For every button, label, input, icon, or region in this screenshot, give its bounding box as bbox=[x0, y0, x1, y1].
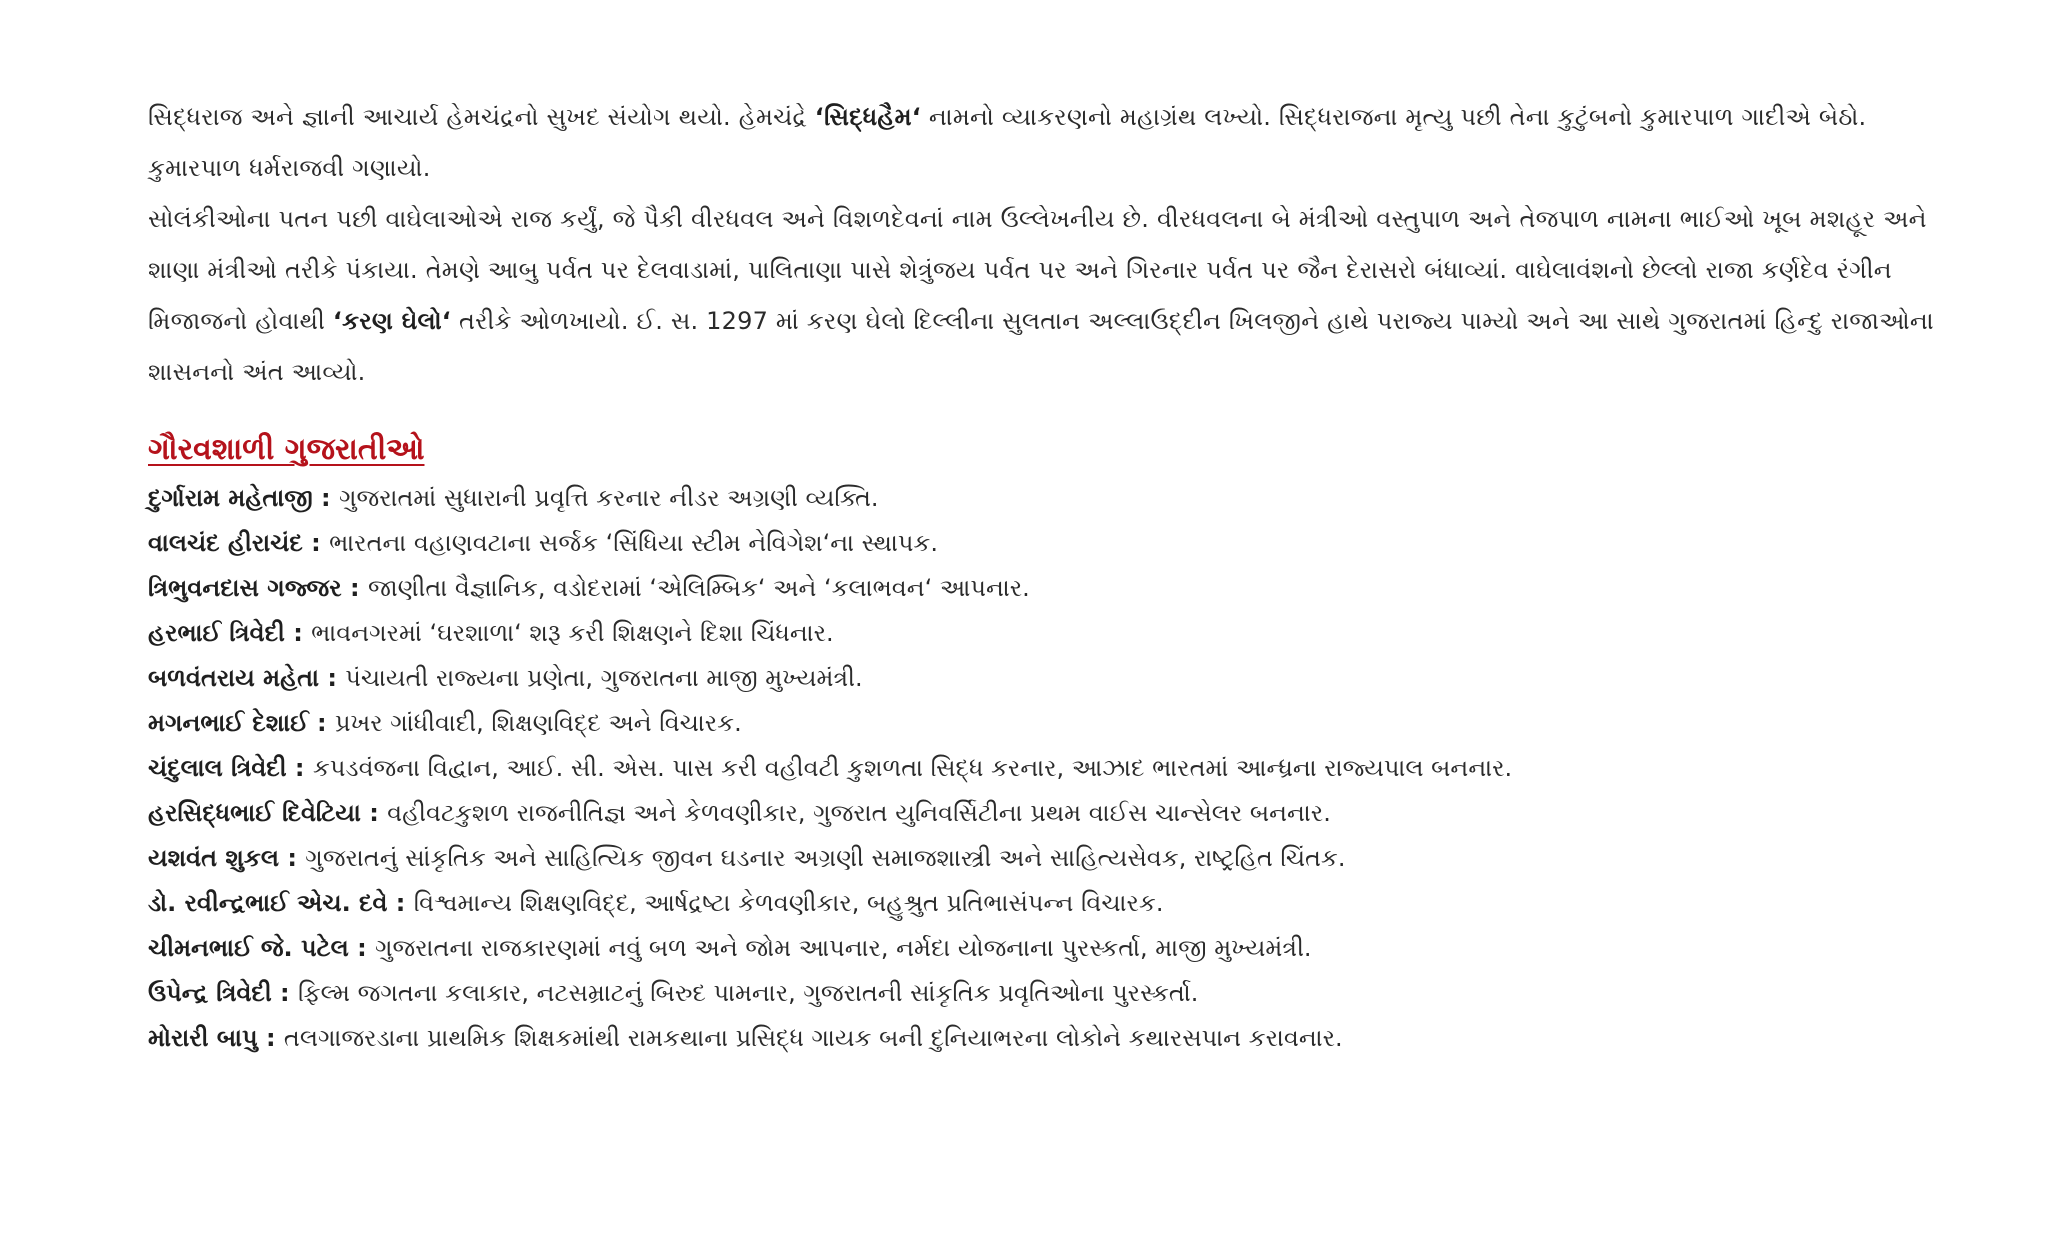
person-entry bbox=[148, 926, 1948, 971]
name-separator: : bbox=[302, 529, 330, 557]
paragraph-text: સોલંકીઓના પતન પછી વાઘેલાઓએ રાજ કર્યું, જે પૈકી વીરધવલ અને વિશળદેવનાં નામ ઉલ્લેખનીય છે. વીરધવલના બે મંત્રીઓ વસ્તુપાળ અને તેજપાળ નામના ભાઈઓ ખૂબ મશહૂર અને શાણા મંત્રીઓ તરીકે પંકાયા. તેમણે આબુ પર્વત પર દેલવાડામાં, પાલિતાણા પાસે શેત્રુંજય પર્વત પર અને ગિરનાર પર્વત પર જૈન દેરાસરો બંધાવ્યાં. વાઘેલાવંશનો છેલ્લો રાજા કર્ણદેવ રંગીન મિજાજનો હોવાથી bbox=[148, 205, 1927, 335]
person-name: દુર્ગારામ મહેતાજી bbox=[148, 484, 313, 512]
person-entry bbox=[148, 611, 1948, 656]
person-description: ગુજરાતમાં સુધારાની પ્રવૃત્તિ કરનાર નીડર અગ્રણી વ્યક્તિ. bbox=[338, 484, 879, 512]
name-separator: : bbox=[348, 934, 376, 962]
person-name: બળવંતરાય મહેતા bbox=[148, 664, 319, 692]
bold-term: ‘કરણ ઘેલો‘ bbox=[332, 307, 452, 335]
name-separator: : bbox=[387, 889, 414, 917]
person-name: યશવંત શુકલ bbox=[148, 844, 279, 872]
person-name: મોરારી બાપુ bbox=[148, 1024, 258, 1052]
paragraph-text: નામનો વ્યાકરણનો મહાગ્રંથ લખ્યો. સિદ્ધરાજના મૃત્યુ પછી તેના કુટુંબનો કુમારપાળ ગાદીએ બેઠો. કુમારપાળ ધર્મરાજવી ગણાયો. bbox=[148, 103, 1867, 182]
person-entry bbox=[148, 701, 1948, 746]
paragraph-text: સિદ્ધરાજ અને જ્ઞાની આચાર્ય હેમચંદ્રનો સુખદ સંયોગ થયો. હેમચંદ્રે bbox=[148, 103, 815, 131]
section-heading: ગૌરવશાળી ગુજરાતીઓ bbox=[148, 432, 425, 467]
name-separator: : bbox=[341, 574, 368, 602]
person-description: ગુજરાતના રાજકારણમાં નવું બળ અને જોમ આપનાર, નર્મદા યોજનાના પુરસ્કર્તા, માજી મુખ્યમંત્રી. bbox=[375, 934, 1312, 962]
name-separator: : bbox=[318, 664, 346, 692]
person-entry bbox=[148, 1016, 1948, 1061]
person-description: જાણીતા વૈજ્ઞાનિક, વડોદરામાં ‘એલિમ્બિક‘ અને ‘કલાભવન‘ આપનાર. bbox=[367, 574, 1030, 602]
person-description: તલગાજરડાના પ્રાથમિક શિક્ષકમાંથી રામકથાના પ્રસિદ્ધ ગાયક બની દુનિયાભરના લોકોને કથારસપાન કરાવનાર. bbox=[283, 1024, 1343, 1052]
name-separator: : bbox=[257, 1024, 284, 1052]
document-page bbox=[148, 92, 1948, 1061]
person-description: ફિલ્મ જગતના કલાકાર, નટસમ્રાટનું બિરુદ પામનાર, ગુજરાતની સાંકૃતિક પ્રવૃતિઓના પુરસ્કર્તા. bbox=[298, 979, 1199, 1007]
person-name: ઉપેન્દ્ર ત્રિવેદી bbox=[148, 979, 272, 1007]
person-description: પંચાયતી રાજ્યના પ્રણેતા, ગુજરાતના માજી મુખ્યમંત્રી. bbox=[345, 664, 863, 692]
person-entry bbox=[148, 521, 1948, 566]
person-description: વિશ્વમાન્ય શિક્ષણવિદ્દ, આર્ષદ્રષ્ટા કેળવણીકાર, બહુશ્રુત પ્રતિભાસંપન્ન વિચારક. bbox=[413, 889, 1164, 917]
name-separator: : bbox=[312, 484, 339, 512]
person-description: વહીવટકુશળ રાજનીતિજ્ઞ અને કેળવણીકાર, ગુજરાત યુનિવર્સિટીના પ્રથમ વાઈસ ચાન્સેલર બનનાર. bbox=[387, 799, 1331, 827]
people-list bbox=[148, 476, 1948, 1061]
person-entry bbox=[148, 566, 1948, 611]
person-name: હરસિદ્ધભાઈ દિવેટિયા bbox=[148, 799, 361, 827]
person-name: ત્રિભુવનદાસ ગજ્જર bbox=[148, 574, 342, 602]
person-name: ડો. રવીન્દ્રભાઈ એચ. દવે bbox=[148, 889, 388, 917]
person-name: વાલચંદ હીરાચંદ bbox=[148, 529, 303, 557]
person-name: હરભાઈ ત્રિવેદી bbox=[148, 619, 285, 647]
section-heading-wrap bbox=[148, 398, 1948, 476]
person-name: મગનભાઈ દેશાઈ bbox=[148, 709, 309, 737]
person-entry bbox=[148, 881, 1948, 926]
paragraph-text: તરીકે ઓળખાયો. ઈ. સ. 1297 માં કરણ ઘેલો દિલ્લીના સુલતાન અલ્લાઉદ્દીન ખિલજીને હાથે પરાજ્ય પામ્યો અને આ સાથે ગુજરાતમાં હિન્દુ રાજાઓના શાસનનો અંત આવ્યો. bbox=[148, 307, 1934, 386]
name-separator: : bbox=[284, 619, 312, 647]
intro-paragraph-2 bbox=[148, 194, 1948, 398]
person-name: ચંદુલાલ ત્રિવેદી bbox=[148, 754, 287, 782]
name-separator: : bbox=[308, 709, 335, 737]
intro-paragraph-1 bbox=[148, 92, 1948, 194]
person-entry bbox=[148, 656, 1948, 701]
person-description: ગુજરાતનું સાંકૃતિક અને સાહિત્યિક જીવન ઘડનાર અગ્રણી સમાજશાસ્ત્રી અને સાહિત્યસેવક, રાષ્ટ્રહિત ચિંતક. bbox=[305, 844, 1346, 872]
name-separator: : bbox=[360, 799, 388, 827]
person-name: ચીમનભાઈ જે. પટેલ bbox=[148, 934, 349, 962]
person-entry bbox=[148, 476, 1948, 521]
person-description: પ્રખર ગાંધીવાદી, શિક્ષણવિદ્દ અને વિચારક. bbox=[334, 709, 742, 737]
person-description: કપડવંજના વિદ્વાન, આઈ. સી. એસ. પાસ કરી વહીવટી કુશળતા સિદ્ધ કરનાર, આઝાદ ભારતમાં આન્ધ્રના રાજ્યપાલ બનનાર. bbox=[312, 754, 1513, 782]
person-description: ભારતના વહાણવટાના સર્જક ‘સિંધિયા સ્ટીમ નેવિગેશ‘ના સ્થાપક. bbox=[329, 529, 938, 557]
name-separator: : bbox=[278, 844, 306, 872]
person-description: ભાવનગરમાં ‘ઘરશાળા‘ શરૂ કરી શિક્ષણને દિશા ચિંધનાર. bbox=[311, 619, 834, 647]
name-separator: : bbox=[286, 754, 313, 782]
bold-term: ‘સિદ્ધહૈમ‘ bbox=[814, 103, 922, 131]
person-entry bbox=[148, 836, 1948, 881]
person-entry bbox=[148, 746, 1948, 791]
person-entry bbox=[148, 791, 1948, 836]
name-separator: : bbox=[271, 979, 299, 1007]
person-entry bbox=[148, 971, 1948, 1016]
